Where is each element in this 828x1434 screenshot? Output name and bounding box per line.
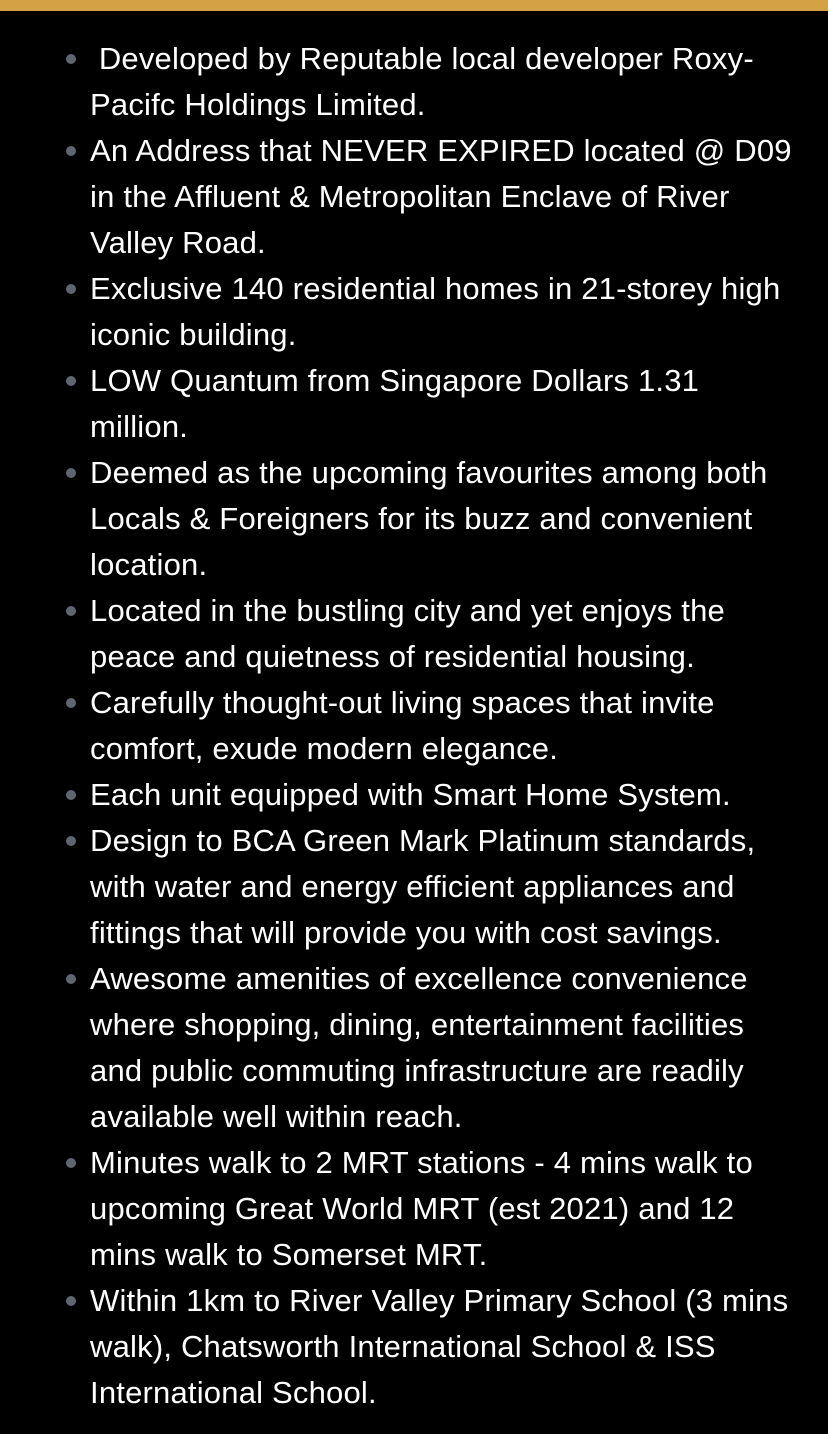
list-item <box>0 772 796 818</box>
list-item <box>0 128 801 266</box>
bullet-text: Design to BCA Green Mark Platinum standards, with water and energy efficient appliances and fittings that will provide you with cost savings. <box>90 823 765 950</box>
bullet-icon <box>66 54 76 64</box>
bullet-icon <box>66 146 76 156</box>
bullet-text: Each unit equipped with Smart Home System. <box>90 777 731 812</box>
bullet-icon <box>66 790 76 800</box>
bullet-text: Located in the bustling city and yet enjoys the peace and quietness of residential housing. <box>90 593 734 674</box>
list-item <box>0 680 796 772</box>
list-item <box>0 36 796 128</box>
bullet-icon <box>66 376 76 386</box>
bullet-text: Deemed as the upcoming favourites among both Locals & Foreigners for its buzz and convenient location. <box>90 455 777 582</box>
bullet-icon <box>66 836 76 846</box>
bullet-icon <box>66 468 76 478</box>
bullet-text: Developed by Reputable local developer Roxy-Pacifc Holdings Limited. <box>90 41 754 122</box>
bullet-text: An Address that NEVER EXPIRED located @ D09 in the Affluent & Metropolitan Enclave of River Valley Road. <box>90 133 801 260</box>
list-item <box>0 1140 796 1278</box>
bullet-icon <box>66 698 76 708</box>
list-item <box>0 818 796 956</box>
list-item <box>0 956 796 1140</box>
bullet-icon <box>66 974 76 984</box>
list-item <box>0 1278 796 1416</box>
list-item <box>0 266 796 358</box>
bullet-list <box>0 11 828 1434</box>
bullet-icon <box>66 1158 76 1168</box>
bullet-icon <box>66 606 76 616</box>
bullet-text: Exclusive 140 residential homes in 21-storey high iconic building. <box>90 271 790 352</box>
bullet-icon <box>66 1296 76 1306</box>
list-item <box>0 588 796 680</box>
bullet-text: Carefully thought-out living spaces that invite comfort, exude modern elegance. <box>90 685 724 766</box>
bullet-icon <box>66 284 76 294</box>
bullet-text: Within 1km to River Valley Primary School (3 mins walk), Chatsworth International School & ISS International School. <box>90 1283 798 1410</box>
list-item <box>0 450 796 588</box>
top-accent-bar <box>0 0 828 11</box>
list-item <box>0 358 796 450</box>
bullet-text: Awesome amenities of excellence convenience where shopping, dining, entertainment facilities and public commuting infrastructure are readily available well within reach. <box>90 961 757 1134</box>
bullet-text: LOW Quantum from Singapore Dollars 1.31 million. <box>90 363 708 444</box>
bullet-text: Minutes walk to 2 MRT stations - 4 mins walk to upcoming Great World MRT (est 2021) and 12 mins walk to Somerset MRT. <box>90 1145 762 1272</box>
